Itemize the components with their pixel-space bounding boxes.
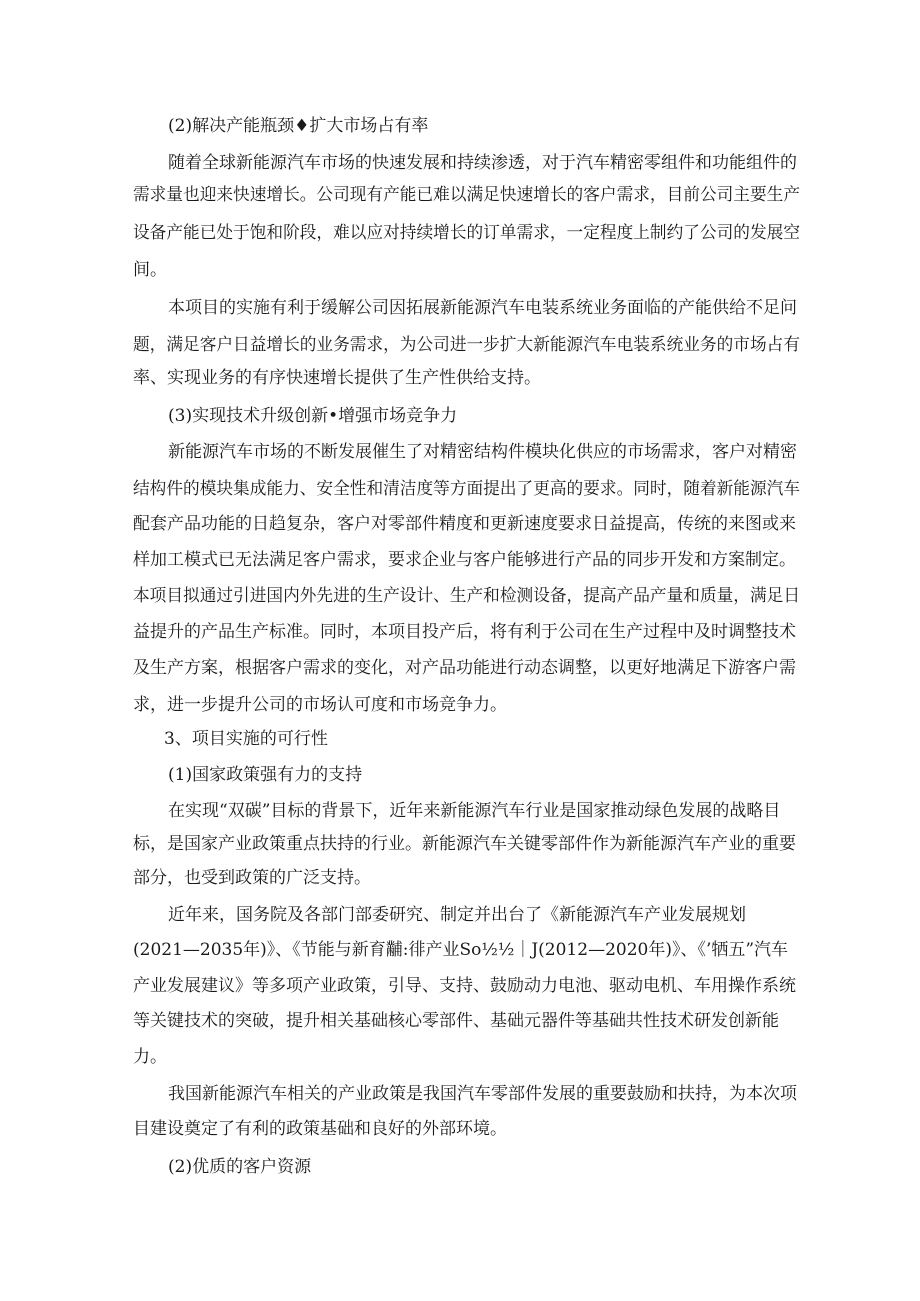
paragraph-line: 求，进一步提升公司的市场认可度和市场竞争力。: [133, 695, 507, 715]
paragraph-line: 及生产方案，根据客户需求的变化，对产品功能进行动态调整，以更好地满足下游客户需: [133, 658, 796, 678]
paragraph-line: 在实现“双碳”目标的背景下，近年来新能源汽车行业是国家推动绿色发展的战略目: [168, 801, 781, 821]
paragraph-line: 率、实现业务的有序快速增长提供了生产性供给支持。: [133, 368, 541, 388]
paragraph-line: 结构件的模块集成能力、安全性和清洁度等方面提出了更高的要求。同时，随着新能源汽车: [133, 479, 801, 499]
paragraph-line: 配套产品功能的日趋复杂，客户对零部件精度和更新速度要求日益提高，传统的来图或来: [133, 514, 796, 534]
paragraph-line: 部分，也受到政策的广泛支持。: [133, 868, 371, 888]
section-title-feasibility: 3、项目实施的可行性: [164, 729, 328, 749]
paragraph-line: 随着全球新能源汽车市场的快速发展和持续渗透，对于汽车精密零组件和功能组件的: [168, 153, 797, 173]
heading-3-technology: (3)实现技术升级创新•增强市场竞争力: [168, 406, 458, 426]
paragraph-line: 间。: [133, 260, 167, 280]
paragraph-line: 近年来，国务院及各部门部委研究、制定并出台了《新能源汽车产业发展规划: [168, 905, 746, 925]
paragraph-line: 新能源汽车市场的不断发展催生了对精密结构件模块化供应的市场需求，客户对精密: [168, 442, 797, 462]
paragraph-line: 等关键技术的突破，提升相关基础核心零部件、基础元器件等基础共性技术研发创新能: [133, 1011, 779, 1031]
heading-1-policy: (1)国家政策强有力的支持: [168, 765, 363, 785]
heading-2-capacity: (2)解决产能瓶颈♦扩大市场占有率: [168, 116, 429, 136]
paragraph-line: 益提升的产品生产标准。同时，本项目投产后，将有利于公司在生产过程中及时调整技术: [133, 622, 796, 642]
paragraph-line: 设备产能已处于饱和阶段，难以应对持续增长的订单需求，一定程度上制约了公司的发展空: [133, 223, 801, 243]
paragraph-line: 题，满足客户日益增长的业务需求，为公司进一步扩大新能源汽车电装系统业务的市场占有: [133, 335, 801, 355]
paragraph-line: 我国新能源汽车相关的产业政策是我国汽车零部件发展的重要鼓励和扶持，为本次项: [168, 1084, 797, 1104]
paragraph-line: 力。: [133, 1047, 167, 1067]
paragraph-line: 目建设奠定了有利的政策基础和良好的外部环境。: [133, 1119, 507, 1139]
paragraph-line: 标，是国家产业政策重点扶持的行业。新能源汽车关键零部件作为新能源汽车产业的重要: [133, 834, 796, 854]
paragraph-line: 本项目拟通过引进国内外先进的生产设计、生产和检测设备，提高产品产量和质量，满足日: [133, 586, 801, 606]
heading-2-customers: (2)优质的客户资源: [168, 1157, 312, 1177]
paragraph-line: 样加工模式已无法满足客户需求，要求企业与客户能够进行产品的同步开发和方案制定。: [133, 550, 796, 570]
paragraph-line: 需求量也迎来快速增长。公司现有产能已难以满足快速增长的客户需求，目前公司主要生产: [133, 185, 801, 205]
paragraph-line: 产业发展建议》等多项产业政策，引导、支持、鼓励动力电池、驱动电机、车用操作系统: [133, 976, 796, 996]
paragraph-line: (2021—2035年)》、《节能与新育黼:徘产业So½½｜J(2012—2020年)》、《’牺五”汽车: [133, 940, 789, 960]
paragraph-line: 本项目的实施有利于缓解公司因拓展新能源汽车电装系统业务面临的产能供给不足问: [168, 298, 797, 318]
